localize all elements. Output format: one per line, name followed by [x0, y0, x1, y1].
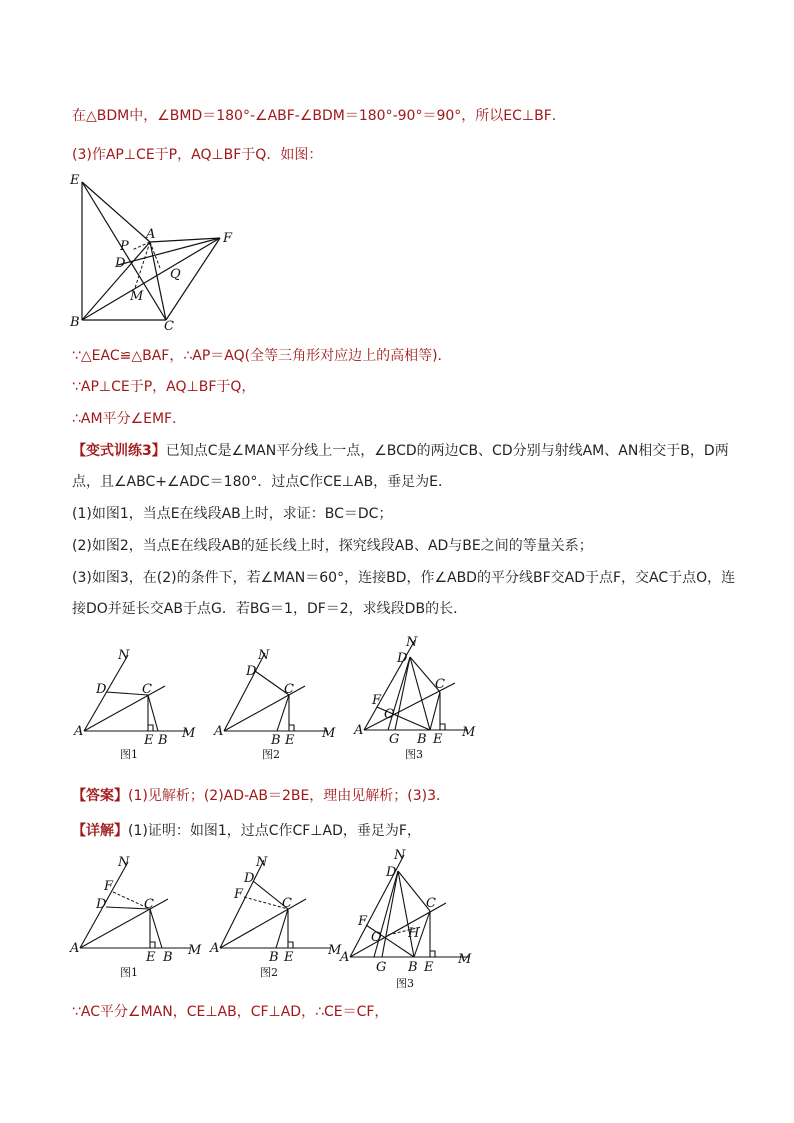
text-line-bisects: ∴AM平分∠EMF．	[72, 411, 187, 427]
label-b: B	[70, 315, 80, 330]
text-line-ce-cf: ∵AC平分∠MAN，CE⊥AB，CF⊥AD，∴CE＝CF，	[72, 1004, 389, 1020]
f3-caption: 图3	[405, 748, 423, 761]
f3-label-d: D	[397, 651, 408, 666]
r2f3-label-m: M	[458, 952, 472, 967]
f2-caption: 图2	[262, 748, 280, 761]
figure-row1-fig1	[70, 645, 200, 765]
f1-label-a: A	[74, 724, 84, 739]
f1-label-n: N	[118, 648, 130, 663]
r2f2-label-e: E	[284, 950, 294, 965]
r2f1-label-f: F	[104, 879, 114, 894]
exercise-line-1	[72, 441, 729, 461]
r2f1-label-d: D	[96, 897, 107, 912]
f2-label-a: A	[214, 724, 224, 739]
r2f3-label-h: H	[408, 926, 420, 941]
f2-label-d: D	[246, 664, 257, 679]
answer-text: (1)见解析；(2)AD-AB＝2BE，理由见解析；(3)3．	[128, 788, 451, 804]
answer-tag: 【答案】	[72, 788, 128, 804]
detail-text: (1)证明：如图1，过点C作CF⊥AD，垂足为F，	[128, 823, 421, 839]
answer-line	[72, 786, 450, 806]
f2-label-e: E	[285, 733, 295, 748]
label-p: P	[120, 239, 129, 254]
text-line-angle-bmd: 在△BDM中，∠BMD＝180°-∠ABF-∠BDM＝180°-90°＝90°，所以EC⊥BF．	[72, 108, 566, 124]
r2f3-label-a: A	[340, 950, 350, 965]
f1-caption: 图1	[120, 748, 138, 761]
f2-label-b: B	[271, 733, 281, 748]
r2f3-label-f: F	[358, 914, 368, 929]
f2-label-c: C	[284, 682, 294, 697]
f3-label-b: B	[417, 732, 427, 747]
figure-row1-fig3	[350, 632, 480, 764]
r2f3-caption: 图3	[396, 977, 414, 990]
text-line-perpendicular: ∵AP⊥CE于P，AQ⊥BF于Q，	[72, 379, 256, 395]
r2f3-label-e: E	[424, 960, 434, 975]
f3-label-n: N	[406, 635, 418, 650]
f1-label-d: D	[96, 682, 107, 697]
detail-tag: 【详解】	[72, 823, 128, 839]
exercise-tag: 【变式训练3】	[72, 443, 166, 459]
label-q: Q	[170, 267, 181, 282]
figure-row1-fig2	[210, 645, 340, 765]
f2-label-n: N	[258, 648, 270, 663]
r2f2-label-m: M	[328, 943, 342, 958]
r2f1-label-e: E	[146, 950, 156, 965]
label-a: A	[146, 227, 156, 242]
exercise-line-2: 点，且∠ABC+∠ADC＝180°．过点C作CE⊥AB，垂足为E．	[72, 474, 453, 490]
r2f2-label-c: C	[282, 896, 292, 911]
exercise-q3a: (3)如图3，在(2)的条件下，若∠MAN＝60°，连接BD，作∠ABD的平分线BF交AD于点F，交AC于点O，连	[72, 570, 736, 586]
r2f2-label-f: F	[234, 887, 244, 902]
exercise-q2: (2)如图2，当点E在线段AB的延长线上时，探究线段AB、AD与BE之间的等量关系；	[72, 538, 593, 554]
exercise-text: 已知点C是∠MAN平分线上一点，∠BCD的两边CB、CD分别与射线AM、AN相交于B，D两	[165, 443, 729, 459]
exercise-q1: (1)如图1，当点E在线段AB上时，求证：BC＝DC；	[72, 506, 393, 522]
exercise-q3b: 接DO并延长交AB于点G．若BG＝1，DF＝2，求线段DB的长．	[72, 601, 468, 617]
detail-line	[72, 821, 421, 841]
r2f1-caption: 图1	[120, 966, 138, 979]
f3-label-m: M	[462, 725, 476, 740]
f3-label-e: E	[433, 732, 443, 747]
figure-row2-fig1	[66, 852, 202, 984]
r2f1-label-m: M	[188, 943, 202, 958]
r2f2-caption: 图2	[260, 966, 278, 979]
label-m: M	[130, 289, 144, 304]
r2f3-label-n: N	[394, 848, 406, 863]
f1-label-m: M	[182, 726, 196, 741]
label-d: D	[115, 256, 126, 271]
r2f1-label-c: C	[144, 897, 154, 912]
f2-label-m: M	[322, 726, 336, 741]
r2f2-label-b: B	[269, 950, 279, 965]
f3-label-c: C	[435, 677, 445, 692]
figure-quadrilateral	[60, 170, 250, 335]
f1-label-b: B	[158, 733, 168, 748]
f1-label-c: C	[142, 682, 152, 697]
r2f3-label-b: B	[408, 960, 418, 975]
r2f3-label-o: O	[371, 930, 382, 945]
r2f3-label-d: D	[386, 865, 397, 880]
r2f2-label-d: D	[244, 871, 255, 886]
r2f2-label-a: A	[210, 941, 220, 956]
figure-row2-fig3	[336, 845, 482, 995]
label-f: F	[223, 231, 233, 246]
f3-label-f: F	[372, 693, 382, 708]
f1-label-e: E	[144, 733, 154, 748]
r2f1-label-n: N	[118, 855, 130, 870]
f3-label-g: G	[389, 732, 400, 747]
f3-label-o: O	[384, 707, 395, 722]
r2f3-label-c: C	[426, 896, 436, 911]
label-c: C	[164, 319, 174, 334]
r2f3-label-g: G	[376, 960, 387, 975]
r2f2-label-n: N	[256, 855, 268, 870]
r2f1-label-a: A	[70, 941, 80, 956]
text-line-construct-ap-aq: (3)作AP⊥CE于P，AQ⊥BF于Q．如图：	[72, 147, 323, 163]
r2f1-label-b: B	[163, 950, 173, 965]
f3-label-a: A	[354, 723, 364, 738]
text-line-congruent: ∵△EAC≌△BAF，∴AP＝AQ(全等三角形对应边上的高相等)．	[72, 348, 452, 364]
label-e: E	[70, 173, 80, 188]
figure-row2-fig2	[206, 852, 342, 984]
